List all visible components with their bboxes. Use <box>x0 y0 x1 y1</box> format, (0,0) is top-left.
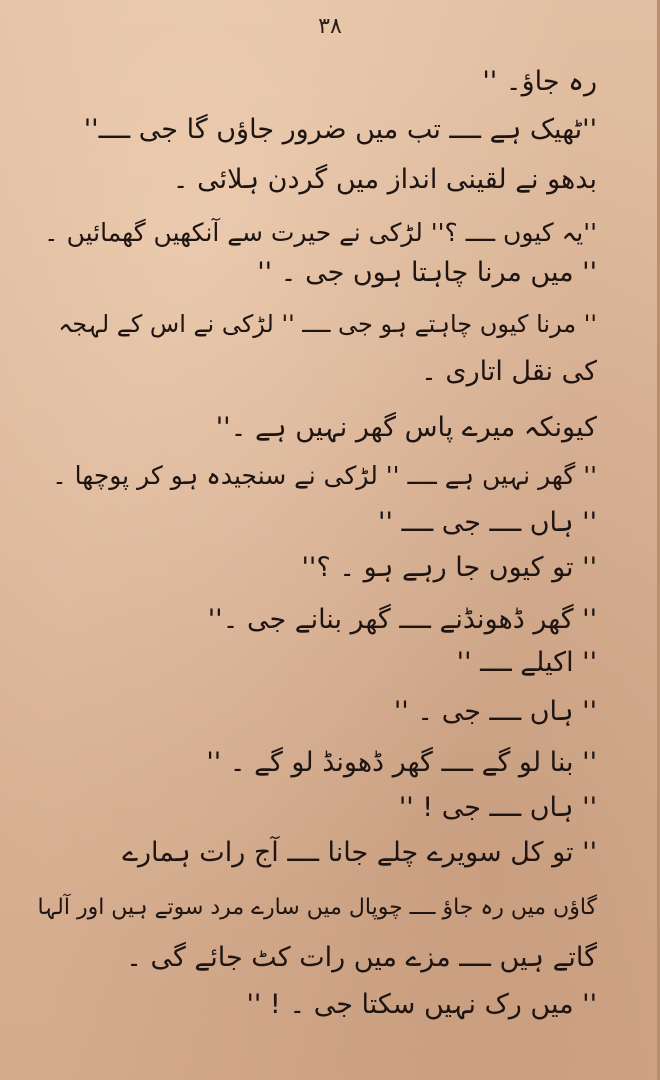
text-line: '' اکیلے ــــ '' <box>456 647 597 678</box>
text-line: '' میں مرنا چاہتا ہوں جی ۔ '' <box>257 257 597 288</box>
text-line: بدھو نے لقینی انداز میں گردن ہلائی ۔ <box>172 164 597 195</box>
text-line: رہ جاؤ۔ '' <box>482 66 597 97</box>
text-line: ''یہ کیوں ــــ ؟'' لڑکی نے حیرت سے آنکھیں گھمائیں ۔ <box>43 218 597 247</box>
text-line: '' ہاں ــــ جی ! '' <box>398 792 597 823</box>
text-line: ''ٹھیک ہے ــــ تب میں ضرور جاؤں گا جی ــــ'' <box>83 114 597 145</box>
text-line: '' بنا لو گے ــــ گھر ڈھونڈ لو گے ۔ '' <box>206 747 597 778</box>
text-line: '' گھر ڈھونڈنے ــــ گھر بنانے جی ۔'' <box>207 604 597 635</box>
text-line: '' ہاں ــــ جی ۔ '' <box>393 696 597 727</box>
text-line: '' گھر نہیں ہے ــــ '' لڑکی نے سنجیدہ ہو کر پوچھا ۔ <box>52 461 597 490</box>
text-line: '' مرنا کیوں چاہتے ہو جی ــــ '' لڑکی نے اس کے لہجہ <box>58 310 597 338</box>
page-number: ۳۸ <box>318 14 342 39</box>
text-line: گاؤں میں رہ جاؤ ــــ چوپال میں سارے مرد سوتے ہیں اور آلہا <box>37 895 597 920</box>
text-line: '' میں رک نہیں سکتا جی ۔ ! '' <box>246 989 597 1020</box>
text-line: '' ہاں ــــ جی ــــ '' <box>378 507 597 538</box>
text-line: '' تو کیوں جا رہے ہو ۔ ؟'' <box>301 552 597 583</box>
text-line: کی نقل اتاری ۔ <box>421 356 597 387</box>
text-line: کیونکہ میرے پاس گھر نہیں ہے ۔'' <box>215 412 597 443</box>
text-line: '' تو کل سویرے چلے جانا ــــ آج رات ہمارے <box>122 837 597 868</box>
text-line: گاتے ہیں ــــ مزے میں رات کٹ جائے گی ۔ <box>126 942 597 973</box>
